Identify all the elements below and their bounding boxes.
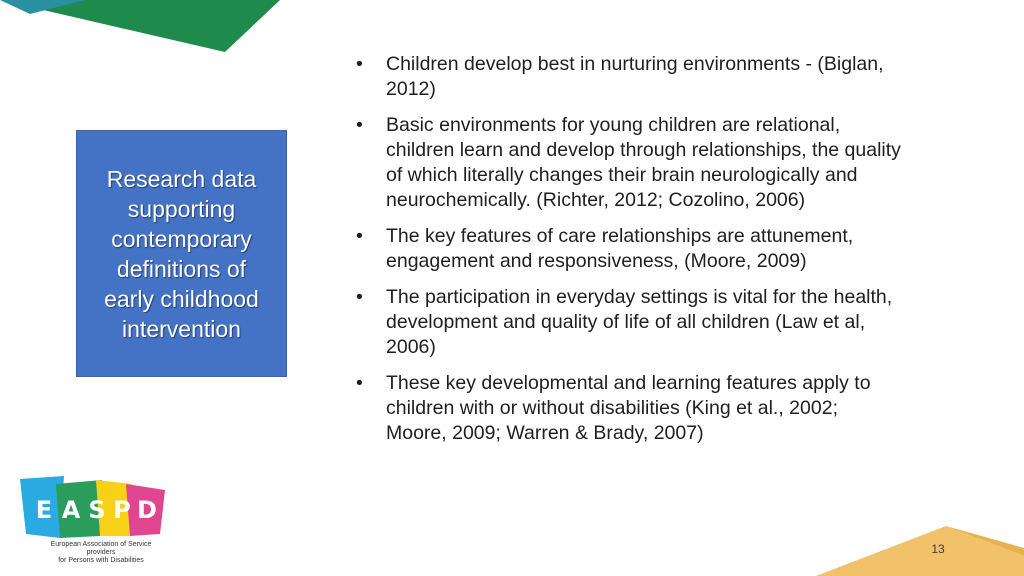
title-box [76, 130, 287, 377]
logo-letter: S [88, 496, 106, 524]
logo-caption-line: European Association of Service providers [50, 541, 152, 556]
logo-caption [36, 541, 166, 565]
bullet-list [352, 52, 902, 457]
bullet-item [352, 113, 902, 213]
logo-letter: D [137, 496, 157, 524]
bullet-marker: • [356, 53, 363, 75]
bullet-marker: • [356, 286, 363, 308]
bullet-item [352, 52, 902, 102]
logo-letter: E [35, 496, 53, 524]
logo-caption-line: for Persons with Disabilities [58, 557, 144, 564]
bullet-text: Basic environments for young children are relational, children learn and develop through relationships, the quality of which literally changes their brain neurologically and neurochemically. (Richter, 2012; Cozolino, 2006) [386, 114, 901, 211]
bullet-marker: • [356, 225, 363, 247]
bullet-text: The key features of care relationships are attunement, engagement and responsiveness, (Moore, 2009) [386, 225, 854, 272]
slide-number: 13 [931, 542, 945, 556]
logo-letter: P [113, 496, 131, 524]
top-banner-decoration [0, 0, 280, 52]
bullet-item [352, 371, 902, 446]
bullet-marker: • [356, 372, 363, 394]
bullet-text: The participation in everyday settings is vital for the health, development and quality of life of all children (Law et al, 2006) [386, 286, 893, 358]
bullet-text: Children develop best in nurturing environments - (Biglan, 2012) [386, 53, 884, 100]
bullet-text: These key developmental and learning features apply to children with or without disabilities (King et al., 2002; Moore, 2009; Warren & Brady, 2007) [386, 372, 871, 444]
slide-title: Research data supporting contemporary definitions of early childhood intervention [104, 165, 259, 342]
logo-letter: A [61, 496, 81, 524]
bullet-item [352, 285, 902, 360]
bullet-marker: • [356, 114, 363, 136]
bullet-item [352, 224, 902, 274]
